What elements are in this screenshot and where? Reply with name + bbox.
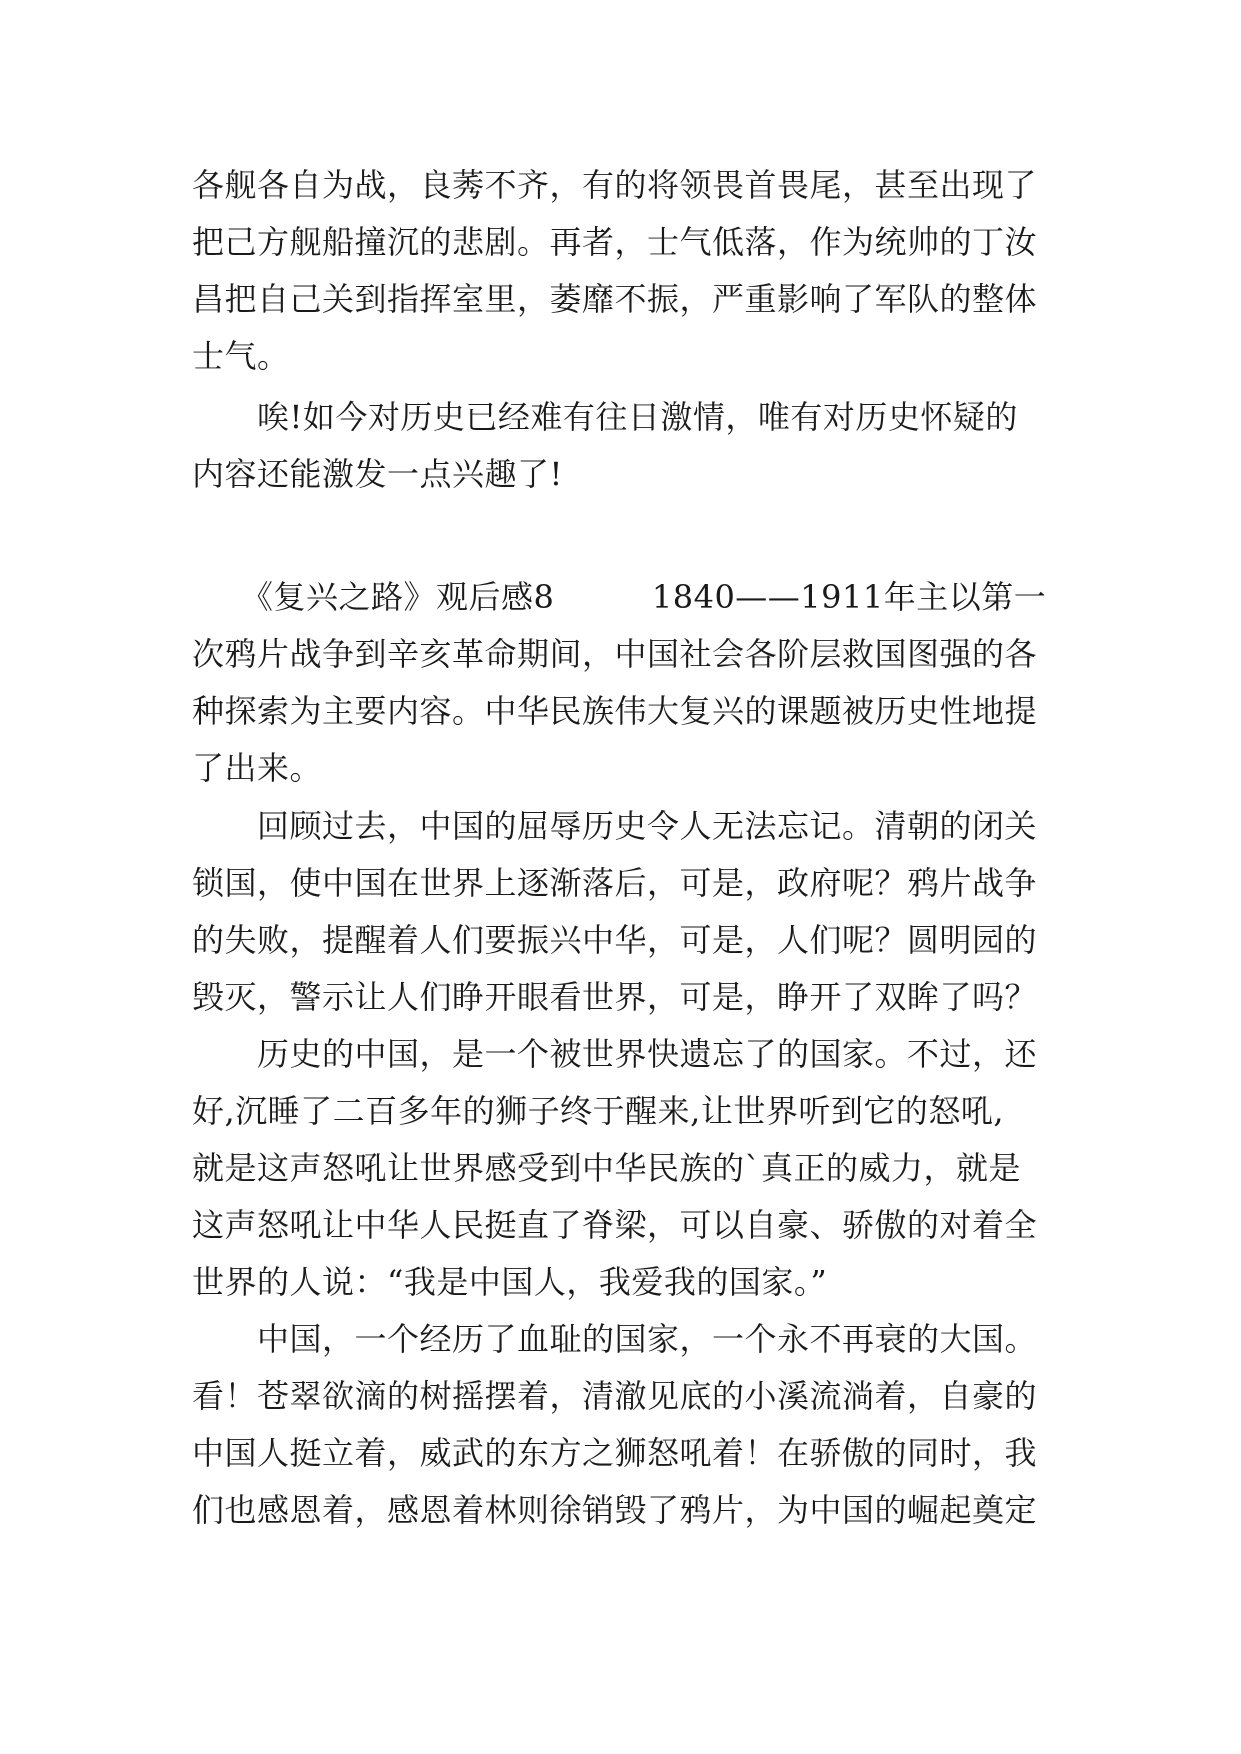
text-line: 回顾过去，中国的屈辱历史令人无法忘记。清朝的闭关 — [192, 807, 1038, 845]
text-line: 就是这声怒吼让世界感受到中华民族的`真正的威力，就是 — [192, 1149, 1022, 1187]
text-line: 锁国，使中国在世界上逐渐落后，可是，政府呢？鸦片战争 — [192, 864, 1038, 902]
text-line: 世界的人说：“我是中国人，我爱我的国家。” — [192, 1263, 828, 1301]
text-line: 中国人挺立着，威武的东方之狮怒吼着！在骄傲的同时，我 — [192, 1434, 1038, 1472]
text-line: 中国，一个经历了血耻的国家，一个永不再衰的大国。 — [192, 1320, 1038, 1358]
text-line: 次鸦片战争到辛亥革命期间，中国社会各阶层救国图强的各 — [192, 635, 1038, 673]
text-line: 内容还能激发一点兴趣了! — [192, 455, 563, 493]
text-line: 各舰各自为战，良莠不齐，有的将领畏首畏尾，甚至出现了 — [192, 166, 1038, 204]
text-line: 看！苍翠欲滴的树摇摆着，清澈见底的小溪流淌着，自豪的 — [192, 1377, 1038, 1415]
text-line: 这声怒吼让中华人民挺直了脊梁，可以自豪、骄傲的对着全 — [192, 1206, 1038, 1244]
text-line: 毁灭，警示让人们睁开眼看世界，可是，睁开了双眸了吗？ — [192, 978, 1038, 1016]
text-line: 历史的中国，是一个被世界快遗忘了的国家。不过，还 — [192, 1035, 1038, 1073]
text-line: 的失败，提醒着人们要振兴中华，可是，人们呢？圆明园的 — [192, 921, 1038, 959]
text-line: 昌把自己关到指挥室里，萎靡不振，严重影响了军队的整体 — [192, 280, 1038, 318]
text-line: 们也感恩着，感恩着林则徐销毁了鸦片，为中国的崛起奠定 — [192, 1491, 1038, 1529]
text-line: 《复兴之路》观后感8 1840——1911年主以第一 — [192, 578, 1047, 616]
text-line: 唉!如今对历史已经难有往日激情，唯有对历史怀疑的 — [192, 398, 1018, 436]
text-line: 士气。 — [192, 337, 290, 375]
text-line: 好,沉睡了二百多年的狮子终于醒来,让世界听到它的怒吼, — [192, 1092, 1005, 1130]
text-line: 了出来。 — [192, 749, 323, 787]
text-line: 把己方舰船撞沉的悲剧。再者，士气低落，作为统帅的丁汝 — [192, 223, 1038, 261]
text-line: 种探索为主要内容。中华民族伟大复兴的课题被历史性地提 — [192, 692, 1038, 730]
